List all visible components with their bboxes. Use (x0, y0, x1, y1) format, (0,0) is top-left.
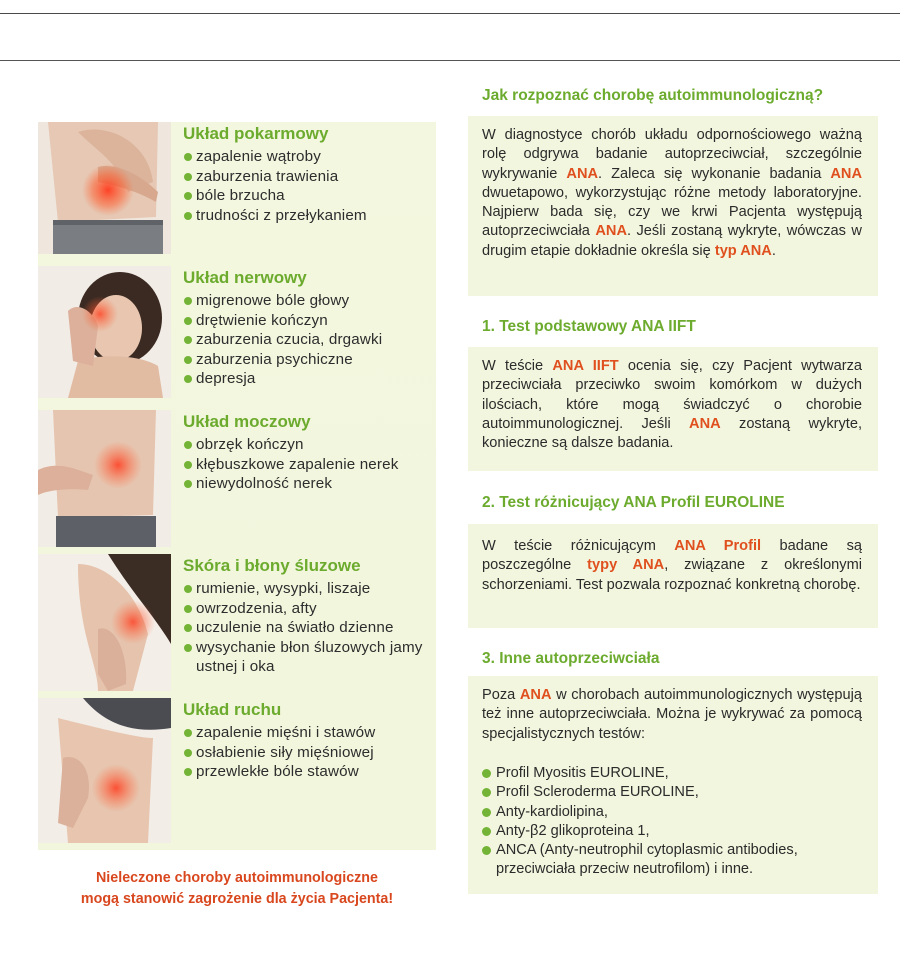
text-run: zostaną wykryte, konieczne są dalsze badania. (482, 415, 862, 452)
list-item: kłębuszkowe zapalenie nerek (183, 455, 438, 475)
symptom-list (183, 723, 438, 782)
list-item: trudności z przełykaniem (183, 206, 438, 226)
list-item: osłabienie siły mięśniowej (183, 743, 438, 763)
photo-knee (38, 698, 171, 843)
highlight: ANA IIFT (552, 358, 619, 374)
section-title: Układ pokarmowy (183, 124, 329, 143)
list-item: zaburzenia czucia, drgawki (183, 330, 438, 350)
test3-heading: 3. Inne autoprzeciwciała (482, 650, 660, 667)
text-run: W teście (482, 358, 553, 374)
list-item: przewlekłe bóle stawów (183, 762, 438, 782)
text-run: dwuetapowo, wykorzystując różne metody laboratoryjne. Najpierw bada się, czy we krwi Pacjenta występują autoprzeciwciała (482, 184, 862, 240)
section-title: Układ nerwowy (183, 268, 307, 287)
list-item: owrzodzenia, afty (183, 599, 438, 619)
symptom-list (183, 435, 438, 494)
intro-paragraph (482, 126, 862, 261)
test1-paragraph (482, 357, 862, 453)
highlight: typ ANA (714, 242, 772, 259)
top-rule (0, 13, 900, 14)
list-item: obrzęk kończyn (183, 435, 438, 455)
highlight: ANA (519, 687, 552, 703)
photo-abdomen (38, 122, 171, 254)
test2-heading: 2. Test różnicujący ANA Profil EUROLINE (482, 494, 785, 511)
test2-box (468, 524, 878, 628)
symptom-list (183, 579, 438, 677)
list-item: zapalenie wątroby (183, 147, 438, 167)
text-run: W diagnostyce chorób układu odpornościowego ważną rolę odgrywa badanie autoprzeciwciał, szczególnie wykrywanie (482, 127, 862, 182)
list-item: Anty-kardiolipina, (482, 803, 867, 822)
test2-paragraph (482, 537, 862, 595)
text-run: w chorobach autoimmunologicznych występują też inne autoprzeciwciała. Można je wykrywać za pomocą specjalistycznych testów: (482, 687, 862, 742)
highlight: ANA (566, 165, 599, 182)
text-run: . (771, 242, 776, 259)
highlight: typy ANA (587, 557, 665, 574)
highlight: ANA (830, 165, 862, 182)
text-run: . Jeśli zostaną wykryte, wówczas w drugim etapie dokładnie określa się (482, 223, 862, 259)
list-item: depresja (183, 369, 438, 389)
text-run: Poza (482, 687, 520, 703)
photo-back (38, 410, 171, 547)
list-item: rumienie, wysypki, liszaje (183, 579, 438, 599)
text-run: , związane z określonymi schorzeniami. Test pozwala rozpoznać konkretną chorobę. (482, 557, 862, 593)
musculoskeletal-text (183, 698, 438, 782)
list-item: drętwienie kończyn (183, 311, 438, 331)
list-item: wysychanie błon śluzowych jamy ustnej i oka (183, 638, 438, 677)
list-item: zaburzenia psychiczne (183, 350, 438, 370)
list-item: Profil Myositis EUROLINE, (482, 764, 867, 783)
other-tests-list (482, 764, 867, 880)
photo-neck (38, 554, 171, 691)
photo-head (38, 266, 171, 398)
highlight: ANA (689, 415, 721, 432)
list-item: uczulenie na światło dzienne (183, 618, 438, 638)
list-item: Anty-β2 glikoproteina 1, (482, 822, 867, 841)
symptom-list (183, 147, 438, 225)
skin-text (183, 554, 438, 677)
list-item: bóle brzucha (183, 186, 438, 206)
diagnosis-heading: Jak rozpoznać chorobę autoimmunologiczną? (482, 87, 824, 104)
urinary-text (183, 410, 438, 494)
header-rule (0, 60, 900, 61)
text-run: ocenia się, czy Pacjent wytwarza przeciwciała przeciwko swoim komórkom w dużych ilościach, które mogą świadczyć o chorobie autoimmunologicznej. Jeśli (482, 358, 862, 432)
test1-box (468, 347, 878, 471)
text-run: W teście różnicującym (482, 538, 675, 554)
nervous-text (183, 266, 438, 389)
test3-box (468, 676, 878, 894)
text-run: badane są poszczególne (482, 538, 862, 574)
warning-text (38, 868, 436, 910)
section-title: Układ moczowy (183, 412, 311, 431)
test3-paragraph (482, 686, 862, 744)
warning-line: mogą stanowić zagrożenie dla życia Pacjenta! (80, 891, 394, 907)
list-item: Profil Scleroderma EUROLINE, (482, 783, 867, 802)
digestive-text (183, 122, 438, 225)
list-item: ANCA (Anty-neutrophil cytoplasmic antibodies, przeciwciała przeciw neutrofilom) i inne. (482, 841, 867, 880)
warning-line: Nieleczone choroby autoimmunologiczne (95, 870, 378, 886)
section-title: Układ ruchu (183, 700, 282, 719)
section-title: Skóra i błony śluzowe (183, 556, 361, 575)
text-run: . Zaleca się wykonanie badania (598, 165, 831, 182)
list-item: niewydolność nerek (183, 474, 438, 494)
highlight: ANA Profil (674, 538, 762, 554)
list-item: zapalenie mięśni i stawów (183, 723, 438, 743)
list-item: zaburzenia trawienia (183, 167, 438, 187)
list-item: migrenowe bóle głowy (183, 291, 438, 311)
symptom-list (183, 291, 438, 389)
highlight: ANA (595, 223, 627, 240)
test1-heading: 1. Test podstawowy ANA IIFT (482, 318, 696, 335)
intro-box (468, 116, 878, 296)
